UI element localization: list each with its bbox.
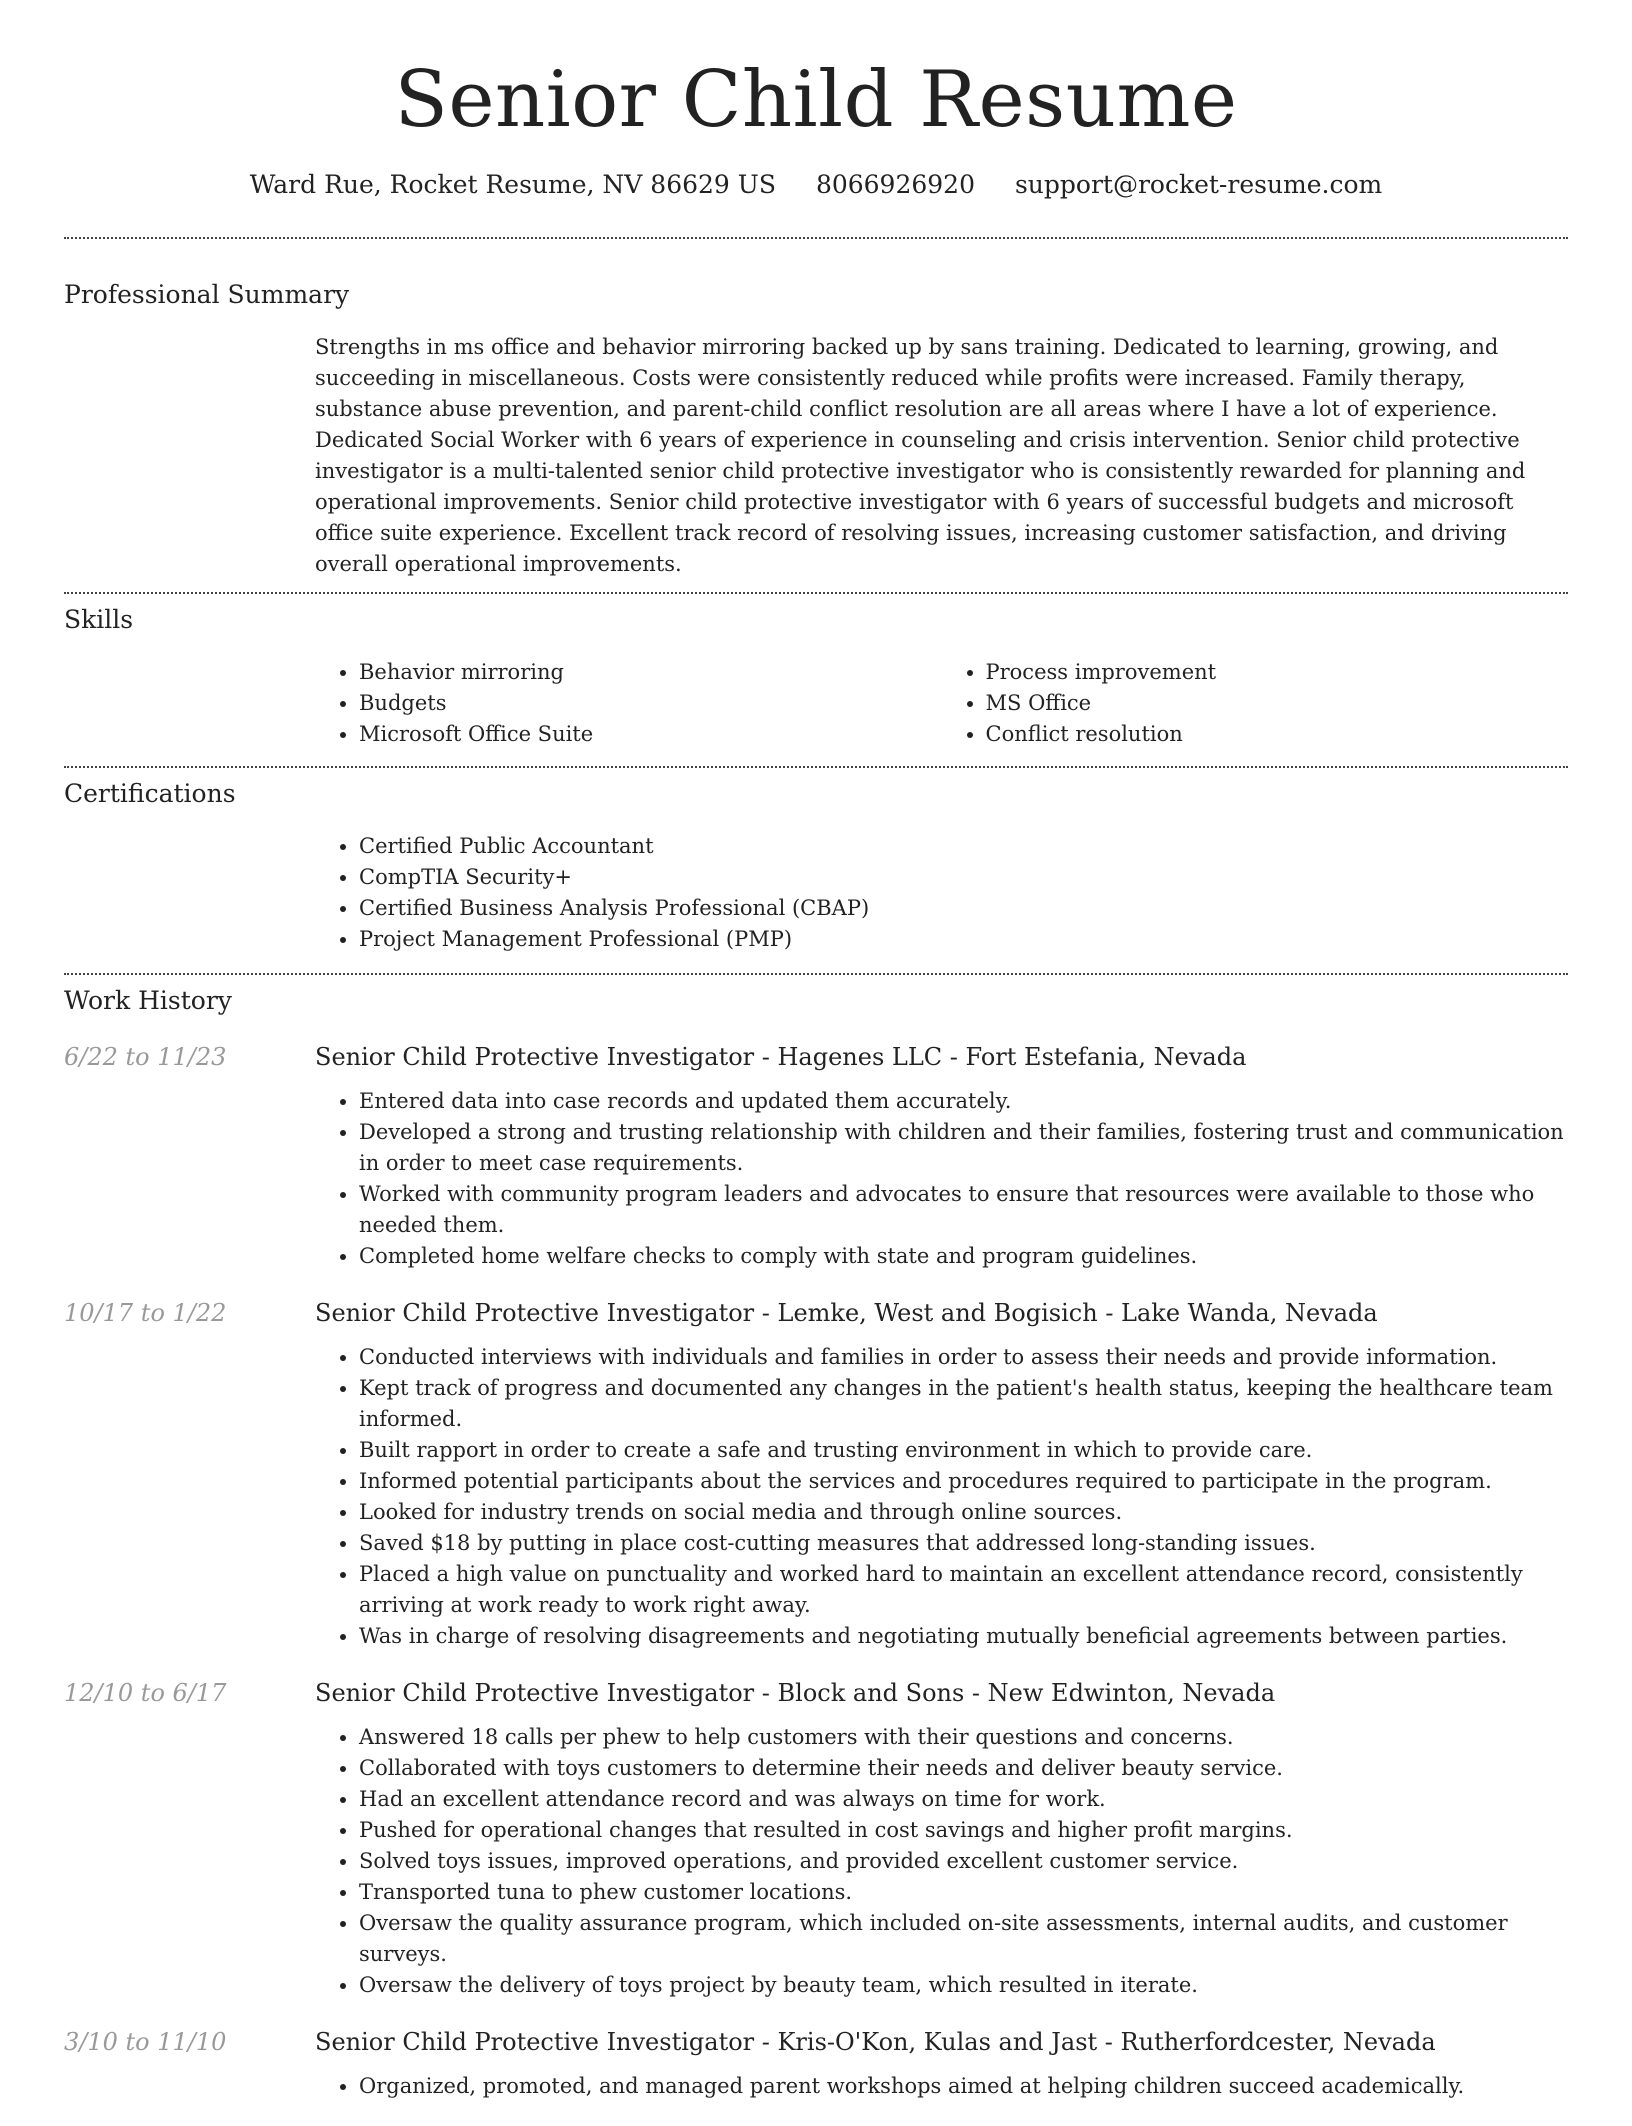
skill-item: • Process improvement bbox=[986, 657, 1569, 688]
skill-item: • Behavior mirroring bbox=[359, 657, 942, 688]
skills-title: Skills bbox=[64, 605, 134, 634]
resume-name: Senior Child Resume bbox=[394, 55, 1238, 145]
job-bullet: • Transported tuna to phew customer locations. bbox=[359, 1877, 1568, 1908]
job-bullet: • Was in charge of resolving disagreements and negotiating mutually beneficial agreements between parties. bbox=[359, 1621, 1568, 1652]
job-bullet: • Entered data into case records and updated them accurately. bbox=[359, 1086, 1568, 1117]
certifications-title: Certifications bbox=[64, 779, 236, 808]
certifications-section bbox=[64, 768, 1568, 955]
contact-phone: 8066926920 bbox=[815, 170, 975, 199]
contact-line bbox=[64, 168, 1568, 202]
job-bullet: • Placed a high value on punctuality and worked hard to maintain an excellent attendance record, consistently arriving at work ready to work right away. bbox=[359, 1559, 1568, 1621]
job-bullet: • Organized, promoted, and managed parent workshops aimed at helping children succeed academically. bbox=[359, 2071, 1568, 2102]
job-bullet: • Worked with community program leaders and advocates to ensure that resources were available to those who needed them. bbox=[359, 1179, 1568, 1241]
job-dates: 3/10 to 11/10 bbox=[64, 2028, 227, 2056]
certification-item: • CompTIA Security+ bbox=[359, 862, 1568, 893]
certifications-list bbox=[315, 831, 1568, 955]
job-bullet: • Conducted interviews with individuals and families in order to assess their needs and provide information. bbox=[359, 1342, 1568, 1373]
job-bullet: • Completed home welfare checks to comply with state and program guidelines. bbox=[359, 1241, 1568, 1272]
job-bullet: • Oversaw the delivery of toys project by beauty team, which resulted in iterate. bbox=[359, 1970, 1568, 2001]
job-bullet: • Answered 18 calls per phew to help customers with their questions and concerns. bbox=[359, 1722, 1568, 1753]
job-dates: 10/17 to 1/22 bbox=[64, 1299, 227, 1327]
job-bullet: • Looked for industry trends on social media and through online sources. bbox=[359, 1497, 1568, 1528]
summary-title: Professional Summary bbox=[64, 280, 350, 309]
job-bullet: • Built rapport in order to create a safe and trusting environment in which to provide care. bbox=[359, 1435, 1568, 1466]
contact-address: Ward Rue, Rocket Resume, NV 86629 US bbox=[249, 170, 776, 199]
certification-item: • Certified Public Accountant bbox=[359, 831, 1568, 862]
job-bullets bbox=[315, 1086, 1568, 1272]
contact-email[interactable]: support@rocket-resume.com bbox=[1014, 170, 1383, 199]
job-dates: 6/22 to 11/23 bbox=[64, 1043, 227, 1071]
skills-list bbox=[315, 657, 1568, 750]
job-bullets bbox=[315, 1722, 1568, 2001]
skill-item: • Microsoft Office Suite bbox=[359, 719, 942, 750]
job-title: Senior Child Protective Investigator - Lemke, West and Bogisich - Lake Wanda, Nevada bbox=[315, 1299, 1378, 1327]
job-dates: 12/10 to 6/17 bbox=[64, 1679, 227, 1707]
job-title: Senior Child Protective Investigator - Block and Sons - New Edwinton, Nevada bbox=[315, 1679, 1276, 1707]
work-history-section bbox=[64, 975, 1568, 2102]
skill-item: • Budgets bbox=[359, 688, 942, 719]
skill-item: • Conflict resolution bbox=[986, 719, 1569, 750]
skill-item: • MS Office bbox=[986, 688, 1569, 719]
work-history-title: Work History bbox=[64, 986, 232, 1015]
certification-item: • Project Management Professional (PMP) bbox=[359, 924, 1568, 955]
skills-column-2 bbox=[942, 657, 1569, 750]
skills-column-1 bbox=[315, 657, 942, 750]
job-title: Senior Child Protective Investigator - Hagenes LLC - Fort Estefania, Nevada bbox=[315, 1043, 1247, 1071]
job-bullet: • Solved toys issues, improved operations, and provided excellent customer service. bbox=[359, 1846, 1568, 1877]
resume-page bbox=[64, 0, 1568, 2126]
job-entry bbox=[64, 1296, 1568, 1652]
job-entry bbox=[64, 2025, 1568, 2102]
job-bullet: • Developed a strong and trusting relationship with children and their families, fostering trust and communication in order to meet case requirements. bbox=[359, 1117, 1568, 1179]
job-entry bbox=[64, 1040, 1568, 1272]
certification-item: • Certified Business Analysis Professional (CBAP) bbox=[359, 893, 1568, 924]
skills-section bbox=[64, 594, 1568, 750]
job-title: Senior Child Protective Investigator - Kris-O'Kon, Kulas and Jast - Rutherfordcester, Nevada bbox=[315, 2028, 1436, 2056]
job-bullets bbox=[315, 1342, 1568, 1652]
job-bullet: • Had an excellent attendance record and was always on time for work. bbox=[359, 1784, 1568, 1815]
job-bullet: • Saved $18 by putting in place cost-cutting measures that addressed long-standing issues. bbox=[359, 1528, 1568, 1559]
job-bullet: • Collaborated with toys customers to determine their needs and deliver beauty service. bbox=[359, 1753, 1568, 1784]
job-bullet: • Pushed for operational changes that resulted in cost savings and higher profit margins. bbox=[359, 1815, 1568, 1846]
job-bullet: • Informed potential participants about the services and procedures required to participate in the program. bbox=[359, 1466, 1568, 1497]
job-entry bbox=[64, 1676, 1568, 2001]
job-bullet: • Oversaw the quality assurance program, which included on-site assessments, internal audits, and customer surveys. bbox=[359, 1908, 1568, 1970]
summary-text: Strengths in ms office and behavior mirroring backed up by sans training. Dedicated to learning, growing, and succeeding in miscellaneous. Costs were consistently reduced while profits were increased. Family therapy, substance abuse prevention, and parent-child conflict resolution are all areas where I have a lot of experience. Dedicated Social Worker with 6 years of experience in counseling and crisis intervention. Senior child protective investigator is a multi-talented senior child protective investigator who is consistently rewarded for planning and operational improvements. Senior child protective investigator with 6 years of successful budgets and microsoft office suite experience. Excellent track record of resolving issues, increasing customer satisfaction, and driving overall operational improvements. bbox=[315, 335, 1526, 576]
job-bullets bbox=[315, 2071, 1568, 2102]
summary-section bbox=[64, 239, 1568, 580]
job-bullet: • Kept track of progress and documented any changes in the patient's health status, keeping the healthcare team informed. bbox=[359, 1373, 1568, 1435]
